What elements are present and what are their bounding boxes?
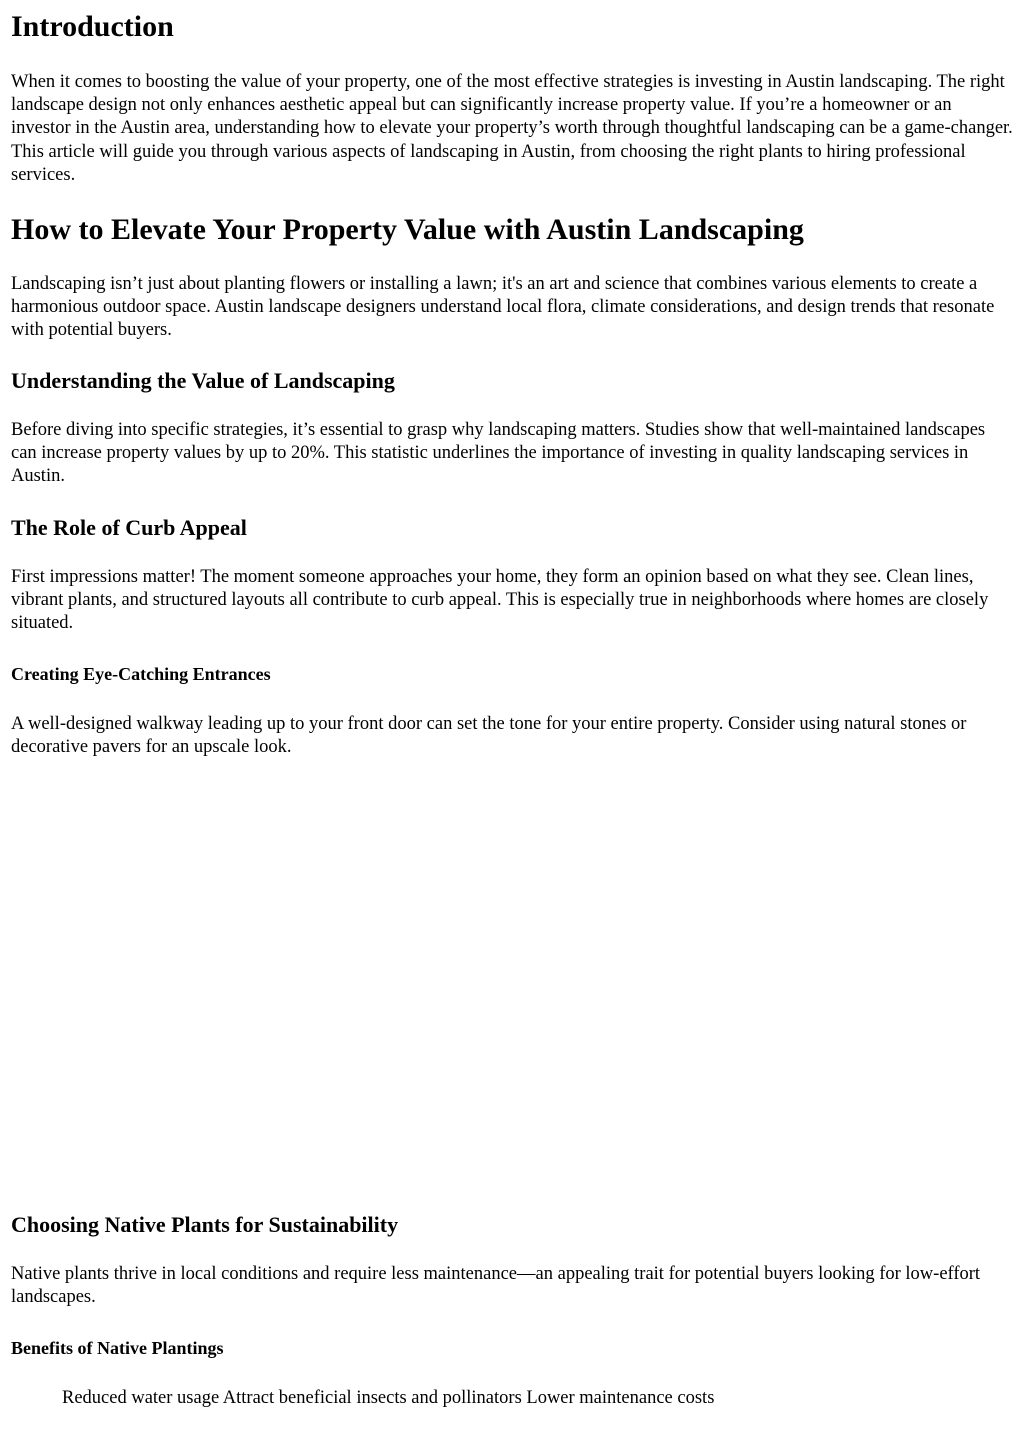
blank-media-area bbox=[11, 770, 1013, 1200]
intro-paragraph: When it comes to boosting the value of your property, one of the most effective strategies is investing in Austin landscaping. The right landscape design not only enhances aesthetic appeal but can significantly increase property value. If you’re a homeowner or an investor in the Austin area, understanding how to elevate your property’s worth through thoughtful landscaping can be a game-changer. This article will guide you through various aspects of landscaping in Austin, from choosing the right plants to hiring professional services. bbox=[11, 72, 1013, 185]
entrances-heading: Creating Eye-Catching Entrances bbox=[11, 664, 271, 684]
native-paragraph: Native plants thrive in local conditions and require less maintenance—an appealing trait for potential buyers looking for low-effort landscapes. bbox=[11, 1264, 981, 1308]
main-heading: How to Elevate Your Property Value with Austin Landscaping bbox=[11, 213, 804, 246]
curb-paragraph: First impressions matter! The moment someone approaches your home, they form an opinion based on what they see. Clean lines, vibrant plants, and structured layouts all contribute to curb appeal. This is especially true in neighborhoods where homes are closely situated. bbox=[11, 567, 989, 634]
entrances-paragraph: A well-designed walkway leading up to your front door can set the tone for your entire property. Consider using natural stones or decorative pavers for an upscale look. bbox=[11, 714, 967, 758]
value-heading: Understanding the Value of Landscaping bbox=[11, 368, 395, 393]
main-paragraph: Landscaping isn’t just about planting flowers or installing a lawn; it's an art and science that combines various elements to create a harmonious outdoor space. Austin landscape designers understand local flora, climate considerations, and design trends that resonate with potential buyers. bbox=[11, 274, 995, 341]
intro-heading: Introduction bbox=[11, 10, 174, 43]
value-paragraph: Before diving into specific strategies, it’s essential to grasp why landscaping matters. Studies show that well-maintained landscapes can increase property values by up to 20%. This statistic underlines the importance of investing in quality landscaping services in Austin. bbox=[11, 420, 986, 487]
native-heading: Choosing Native Plants for Sustainability bbox=[11, 1212, 399, 1237]
benefits-heading: Benefits of Native Plantings bbox=[11, 1338, 224, 1358]
curb-heading: The Role of Curb Appeal bbox=[11, 515, 247, 540]
benefits-list: Reduced water usage Attract beneficial insects and pollinators Lower maintenance costs bbox=[62, 1388, 715, 1408]
